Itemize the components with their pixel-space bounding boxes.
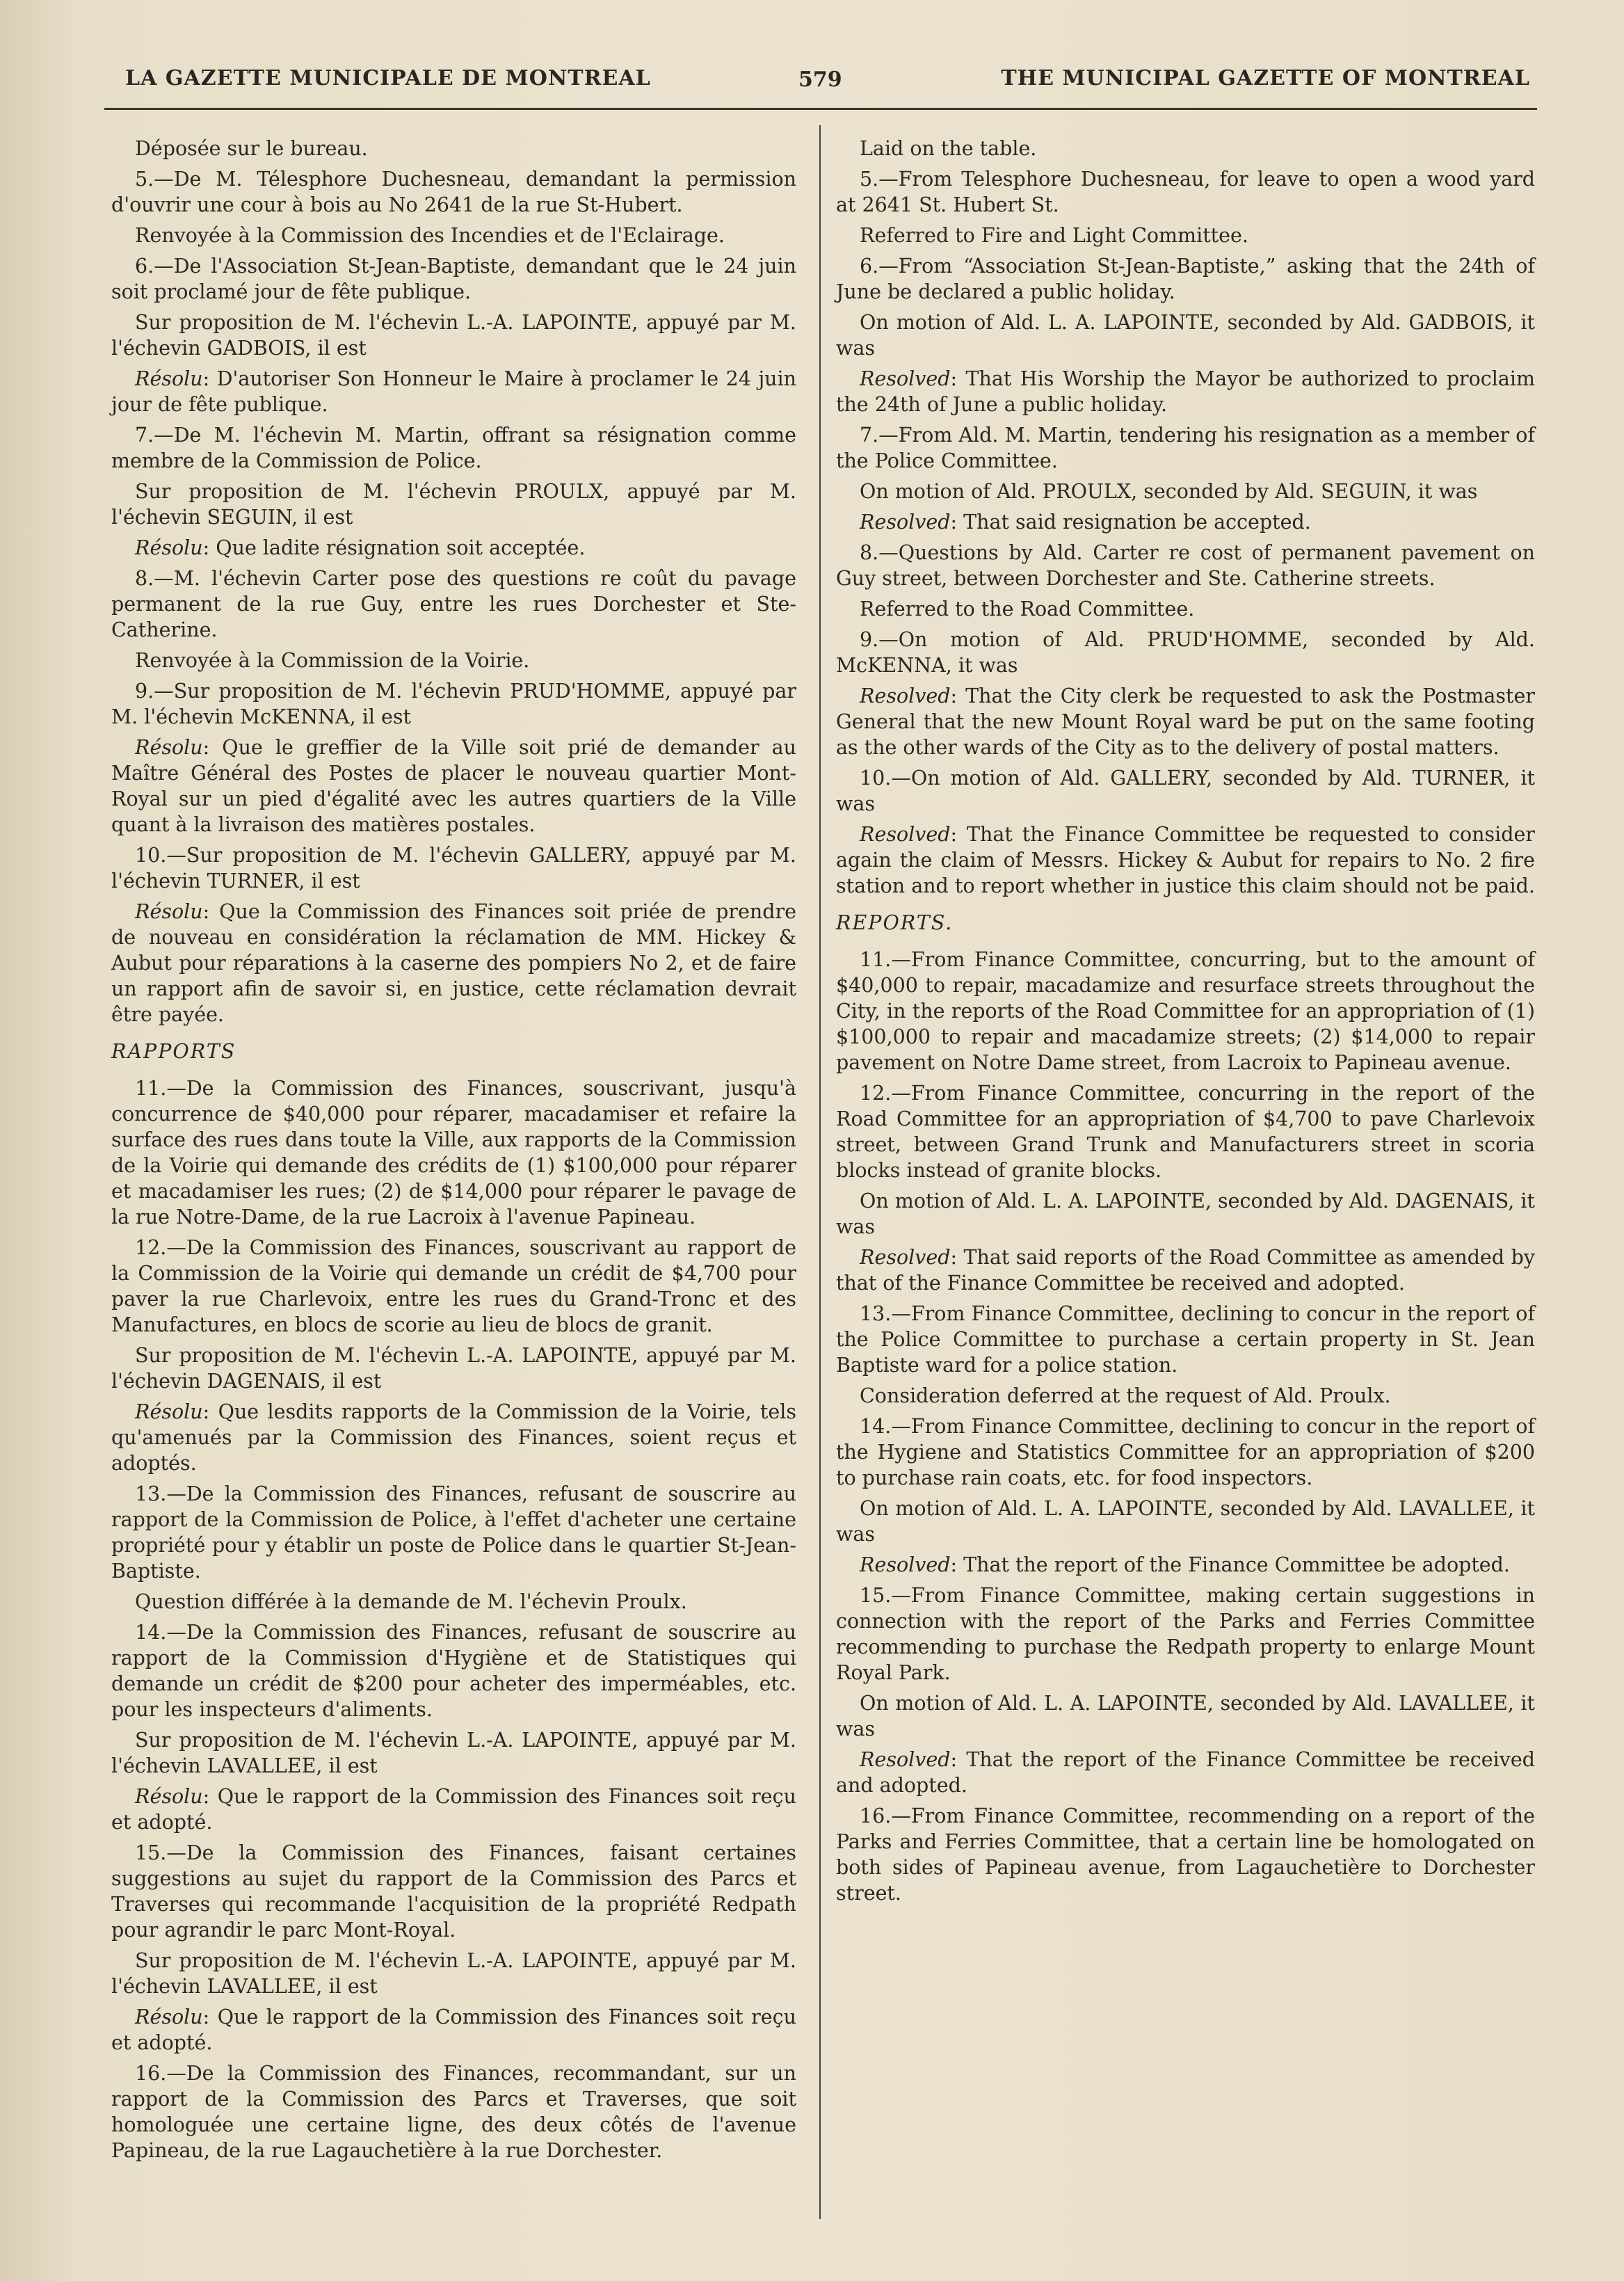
french-resolution-label: Résolu [135,900,203,923]
french-paragraph: 14.—De la Commission des Finances, refusant de souscrire au rapport de la Commission d'Hygiène et de Statistiques qui demande un crédit de $200 pour acheter des imperméables, etc. pour les inspecteurs d'aliments. [111,1621,796,1721]
english-paragraph: 5.—From Telesphore Duchesneau, for leave to open a wood yard at 2641 St. Hubert St. [836,168,1535,216]
french-paragraph: Renvoyée à la Commission des Incendies et de l'Eclairage. [135,224,725,247]
english-paragraph: On motion of Ald. L. A. LAPOINTE, seconded by Ald. DAGENAIS, it was [836,1190,1535,1238]
english-resolution-label: Resolved [860,511,951,534]
french-paragraph [111,535,796,561]
english-paragraph: Referred to the Road Committee. [860,598,1195,621]
english-paragraph-text: : That the report of the Finance Committee be adopted. [950,1553,1510,1576]
french-paragraph-text: : Que le rapport de la Commission des Finances soit reçu et adopté. [111,1785,796,1834]
french-paragraph: 6.—De l'Association St-Jean-Baptiste, demandant que le 24 juin soit proclamé jour de fête publique. [111,255,796,303]
english-paragraph: On motion of Ald. PROULX, seconded by Ald. SEGUIN, it was [860,480,1478,503]
french-paragraph-text: : Que lesdits rapports de la Commission de la Voirie, tels qu'amenués par la Commission des Finances, soient reçus et adoptés. [111,1400,796,1475]
english-paragraph [836,1244,1535,1296]
english-paragraph-text: : That the City clerk be requested to ask the Postmaster General that the new Mount Royal ward be put on the same footing as the other wards of the City as to the delivery of postal matters. [836,685,1535,759]
french-paragraph: 5.—De M. Télesphore Duchesneau, demandant la permission d'ouvrir une cour à bois au No 2641 de la rue St-Hubert. [111,168,796,216]
english-paragraph: 13.—From Finance Committee, declining to concur in the report of the Police Committee to purchase a certain property in St. Jean Baptiste ward for a police station. [836,1302,1535,1377]
english-paragraph-text: : That the report of the Finance Committee be received and adopted. [836,1748,1535,1797]
french-paragraph: Sur proposition de M. l'échevin L.-A. LAPOINTE, appuyé par M. l'échevin DAGENAIS, il est [111,1344,796,1393]
french-paragraph-text: : Que le greffier de la Ville soit prié de demander au Maître Général des Postes de placer le nouveau quartier Mont-Royal sur un pied d'égalité avec les autres quartiers de la Ville quant à la livraison des matières postales. [111,736,796,836]
header-french-title: LA GAZETTE MUNICIPALE DE MONTREAL [125,66,651,90]
english-resolution-label: Resolved [860,823,951,846]
french-paragraph: Sur proposition de M. l'échevin L.-A. LAPOINTE, appuyé par M. l'échevin GADBOIS, il est [111,311,796,360]
column-divider [819,125,821,2219]
french-resolution-label: Résolu [135,1785,203,1808]
english-paragraph [836,1747,1535,1798]
french-paragraph [111,899,796,1027]
english-paragraph: 12.—From Finance Committee, concurring in the report of the Road Committee for an appropriation of $4,700 to pave Charlevoix street, between Grand Trunk and Manufacturers street in scoria blocks instead of granite blocks. [836,1082,1535,1182]
english-resolution-label: Resolved [860,367,951,390]
english-resolution-label: Resolved [860,1553,951,1576]
english-paragraph: 9.—On motion of Ald. PRUD'HOMME, seconded by Ald. McKENNA, it was [836,628,1535,677]
english-paragraph: 6.—From “Association St-Jean-Baptiste,” asking that the 24th of June be declared a public holiday. [836,255,1535,303]
french-paragraph: Sur proposition de M. l'échevin PROULX, appuyé par M. l'échevin SEGUIN, il est [111,480,796,529]
english-paragraph-text: : That said resignation be accepted. [950,511,1311,534]
header-english-title: THE MUNICIPAL GAZETTE OF MONTREAL [1001,66,1530,90]
english-resolution-label: Resolved [860,685,951,707]
header-rule [104,108,1537,110]
french-paragraph: 10.—Sur proposition de M. l'échevin GALLERY, appuyé par M. l'échevin TURNER, il est [111,844,796,893]
english-paragraph: 7.—From Ald. M. Martin, tendering his resignation as a member of the Police Committee. [836,424,1535,472]
french-resolution-label: Résolu [135,736,203,759]
english-paragraph-text: : That His Worship the Mayor be authorized to proclaim the 24th of June a public holiday. [836,367,1535,416]
english-paragraph: 14.—From Finance Committee, declining to concur in the report of the Hygiene and Statistics Committee for an appropriation of $200 to purchase rain coats, etc. for food inspectors. [836,1415,1535,1489]
english-paragraph: On motion of Ald. L. A. LAPOINTE, seconded by Ald. LAVALLEE, it was [836,1497,1535,1546]
english-paragraph: 11.—From Finance Committee, concurring, but to the amount of $40,000 to repair, macadamize and resurface streets throughout the City, in the reports of the Road Committee for an appropriation of (1) $100,000 to repair and macadamize streets; (2) $14,000 to repair pavement on Notre Dame street, from Lacroix to Papineau avenue. [836,948,1535,1074]
french-paragraph: 12.—De la Commission des Finances, souscrivant au rapport de la Commission de la Voirie qui demande un crédit de $4,700 pour paver la rue Charlevoix, entre les rues du Grand-Tronc et des Manufactures, en blocs de scorie au lieu de blocs de granit. [111,1236,796,1336]
french-paragraph: 7.—De M. l'échevin M. Martin, offrant sa résignation comme membre de la Commission de Police. [111,424,796,472]
english-paragraph [836,822,1535,899]
english-section-heading: REPORTS. [836,911,954,934]
french-paragraph: 13.—De la Commission des Finances, refusant de souscrire au rapport de la Commission de Police, à l'effet d'acheter une certaine propriété pour y établir un poste de Police dans le quartier St-Jean-Baptiste. [111,1482,796,1583]
english-paragraph: Laid on the table. [860,137,1037,160]
page-header [125,66,1530,108]
french-paragraph [111,735,796,838]
english-paragraph [836,509,1535,535]
french-paragraph: Sur proposition de M. l'échevin L.-A. LAPOINTE, appuyé par M. l'échevin LAVALLEE, il est [111,1729,796,1777]
french-paragraph [111,1399,796,1476]
french-resolution-label: Résolu [135,367,203,390]
french-paragraph: Déposée sur le bureau. [135,137,368,160]
french-paragraph: 16.—De la Commission des Finances, recommandant, sur un rapport de la Commission des Parcs et Traverses, que soit homologuée une certaine ligne, des deux côtés de l'avenue Papineau, de la rue Lagauchetière à la rue Dorchester. [111,2062,796,2162]
english-paragraph: Consideration deferred at the request of Ald. Proulx. [860,1384,1391,1407]
english-paragraph [836,1552,1535,1578]
french-paragraph: Sur proposition de M. l'échevin L.-A. LAPOINTE, appuyé par M. l'échevin LAVALLEE, il est [111,1949,796,1998]
english-paragraph: 10.—On motion of Ald. GALLERY, seconded by Ald. TURNER, it was [836,767,1535,815]
french-resolution-label: Résolu [135,536,203,559]
french-paragraph: Question différée à la demande de M. l'échevin Proulx. [135,1590,687,1613]
english-paragraph [836,366,1535,417]
french-paragraph-text: : Que la Commission des Finances soit priée de prendre de nouveau en considération la réclamation de MM. Hickey & Aubut pour réparations à la caserne des pompiers No 2, et de faire un rapport afin de savoir si, en justice, cette réclamation devrait être payée. [111,900,796,1026]
french-paragraph: 15.—De la Commission des Finances, faisant certaines suggestions au sujet du rapport de la Commission des Parcs et Traverses qui recommande l'acquisition de la propriété Redpath pour agrandir le parc Mont-Royal. [111,1841,796,1942]
english-paragraph: On motion of Ald. L. A. LAPOINTE, seconded by Ald. GADBOIS, it was [836,311,1535,360]
french-paragraph: 9.—Sur proposition de M. l'échevin PRUD'HOMME, appuyé par M. l'échevin McKENNA, il est [111,680,796,728]
french-section-heading: RAPPORTS [111,1040,236,1063]
english-resolution-label: Resolved [860,1748,951,1771]
english-paragraph: 8.—Questions by Ald. Carter re cost of permanent pavement on Guy street, between Dorchester and Ste. Catherine streets. [836,541,1535,590]
french-column [111,136,796,2168]
french-paragraph [111,1784,796,1835]
french-paragraph-text: : D'autoriser Son Honneur le Maire à proclamer le 24 juin jour de fête publique. [111,367,796,416]
french-paragraph: Renvoyée à la Commission de la Voirie. [135,649,530,672]
english-paragraph [836,683,1535,760]
french-paragraph-text: : Que ladite résignation soit acceptée. [202,536,586,559]
english-paragraph: 15.—From Finance Committee, making certain suggestions in connection with the report of the Parks and Ferries Committee recommending to purchase the Redpath property to enlarge Mount Royal Park. [836,1584,1535,1684]
french-paragraph: 11.—De la Commission des Finances, souscrivant, jusqu'à concurrence de $40,000 pour réparer, macadamiser et refaire la surface des rues dans toute la Ville, aux rapports de la Commission de la Voirie qui demande des crédits de (1) $100,000 pour réparer et macadamiser les rues; (2) de $14,000 pour réparer le pavage de la rue Notre-Dame, de la rue Lacroix à l'avenue Papineau. [111,1077,796,1228]
french-paragraph-text: : Que le rapport de la Commission des Finances soit reçu et adopté. [111,2006,796,2054]
french-resolution-label: Résolu [135,2006,203,2028]
french-paragraph: 8.—M. l'échevin Carter pose des questions re coût du pavage permanent de la rue Guy, entre les rues Dorchester et Ste-Catherine. [111,567,796,641]
english-column [836,136,1535,1911]
french-resolution-label: Résolu [135,1400,203,1423]
page-number: 579 [798,67,842,92]
english-paragraph: On motion of Ald. L. A. LAPOINTE, seconded by Ald. LAVALLEE, it was [836,1692,1535,1740]
french-paragraph [111,2004,796,2056]
english-paragraph: Referred to Fire and Light Committee. [860,224,1248,247]
english-paragraph: 16.—From Finance Committee, recommending on a report of the Parks and Ferries Committee, that a certain line be homologated on both sides of Papineau avenue, from Lagauchetière to Dorchester street. [836,1804,1535,1905]
english-resolution-label: Resolved [860,1246,951,1269]
english-paragraph-text: : That said reports of the Road Committee as amended by that of the Finance Committee be received and adopted. [836,1246,1535,1295]
french-paragraph [111,366,796,417]
english-paragraph-text: : That the Finance Committee be requested to consider again the claim of Messrs. Hickey & Aubut for repairs to No. 2 fire station and to report whether in justice this claim should not be paid. [836,823,1535,897]
